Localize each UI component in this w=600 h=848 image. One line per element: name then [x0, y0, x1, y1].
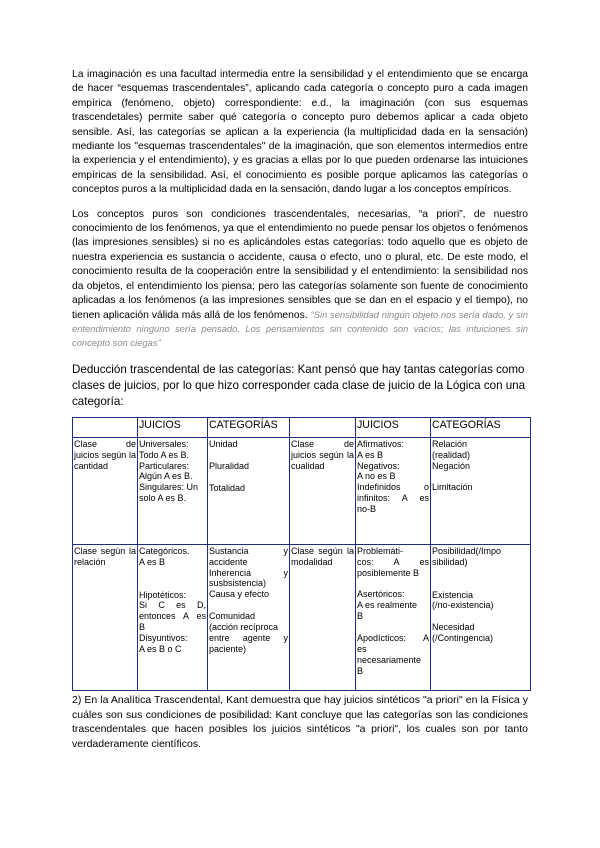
- header-empty-1: [73, 417, 138, 437]
- categorias-relacion: Sustancia y accidente Inherencia y susbsistencia) Causa y efecto Comunidad (acción recíproca entre agente y paciente): [208, 544, 290, 690]
- table-header-row: [73, 417, 531, 437]
- categorias-modalidad: Posibilidad(/Impo sibilidad) Existencia (/no-existencia) Necesidad (/Contingencia): [431, 544, 531, 690]
- paragraph-imaginacion: La imaginación es una facultad intermedia entre la sensibilidad y el entendimiento que se encarga de hacer “esquemas trascendentales”, aplicando cada categoría o concepto puro a cada imagen empírica (fenómeno, objeto) correspondiente: e.d., la imaginación (con sus esquemas trascendetales) permite saber qué categoría o concepto puro debemos aplicar a cada objeto sensible. Así, las categorías se aplican a la experiencia (la multiplicidad dada en la sensación) mediante los "esquemas trascendentales" de la imaginación, que son elementos intermedios entre la experiencia y el entendimiento), y es gracias a ellas por lo que pueden ordenarse las intuiciones empíricas de la sensibilidad. Así, el conocimiento es posible porque aplicamos las categorías o conceptos puros a la multiplicidad dada en la sensación, dando lugar a los conceptos empíricos.: [72, 69, 528, 196]
- table-row: [73, 437, 531, 544]
- clase-cantidad: Clase de juicios según la cantidad: [73, 437, 138, 544]
- paragraph-conceptos-puros: Los conceptos puros son condiciones trascendentales, necesarias, “a priori”, de nuestro conocimiento de los fenómenos, ya que el entendimiento no puede pensar los objetos o fenómenos (las impresiones sensibles) si no es aplicándoles estas categorías: todo aquello que es objeto de nuestra experiencia es sustancia o accidente, causa o efecto, uno o plural, etc. De este modo, el conocimiento resulta de la cooperación entre la sensibilidad y el entendimiento: la sensibilidad nos da objetos, el entendimiento los piensa; pero las categorías solamente son fuente de conocimiento aplicadas a los fenómenos (a las impresiones sensibles que se dan en el espacio y el tiempo), no tienen aplicación válida más allá de los fenómenos. “Sin sensibilidad ningún objeto nos sería dado, y sin entendimiento ninguno sería pensado. Los pensamientos sin contenido son vacíos; las intuiciones sin concepto son ciegas”: [72, 208, 528, 349]
- categorias-cantidad: Unidad Pluralidad Totalidad: [208, 437, 290, 544]
- categorias-cualidad: Relación (realidad) Negación Limitación: [431, 437, 531, 544]
- table-row: [73, 544, 531, 690]
- header-categorias-1: CATEGORÍAS: [208, 417, 290, 437]
- document-page: [72, 68, 528, 752]
- deduccion-intro: Deducción trascendental de las categorías: Kant pensó que hay tantas categorías como clases de juicios, por lo que hizo corresponder cada clase de juicio de la Lógica con una categoría:: [72, 362, 526, 408]
- juicios-modalidad: Problemáti- cos: A es posiblemente B Asertóricos: A es realmente B Apodícticos: A es necesariamente B: [356, 544, 431, 690]
- clase-relacion: Clase según la relación: [73, 544, 138, 690]
- kant-quote: “Sin sensibilidad ningún objeto nos sería dado, y sin entendimiento ninguno sería pensado. Los pensamientos sin contenido son vacíos; las intuiciones sin concepto son ciegas”: [72, 308, 528, 349]
- header-categorias-2: CATEGORÍAS: [431, 417, 531, 437]
- categories-table: [72, 417, 531, 691]
- juicios-relacion: Categóricos. A es B Hipotéticos: Si C es D, entonces A es B Disyuntivos: A es B o C: [138, 544, 208, 690]
- header-juicios-1: JUICIOS: [138, 417, 208, 437]
- paragraph-analitica: 2) En la Analítica Trascendental, Kant demuestra que hay juicios sintéticos "a priori" en la Física y cuáles son sus condiciones de posibilidad: Kant concluye que las categorías son las condiciones trascendentales que hacen posibles los juicios sintéticos "a priori", los cuales son por tanto verdaderamente científicos.: [72, 693, 528, 751]
- clase-cualidad: Clase de juicios según la cualidad: [290, 437, 356, 544]
- clase-modalidad: Clase según la modalidad: [290, 544, 356, 690]
- header-empty-2: [290, 417, 356, 437]
- juicios-cualidad: Afirmativos: A es B Negativos: A no es B Indefinidos o infinitos: A es no-B: [356, 437, 431, 544]
- juicios-cantidad: Universales: Todo A es B. Particulares: Algún A es B. Singulares: Un solo A es B.: [138, 437, 208, 544]
- header-juicios-2: JUICIOS: [356, 417, 431, 437]
